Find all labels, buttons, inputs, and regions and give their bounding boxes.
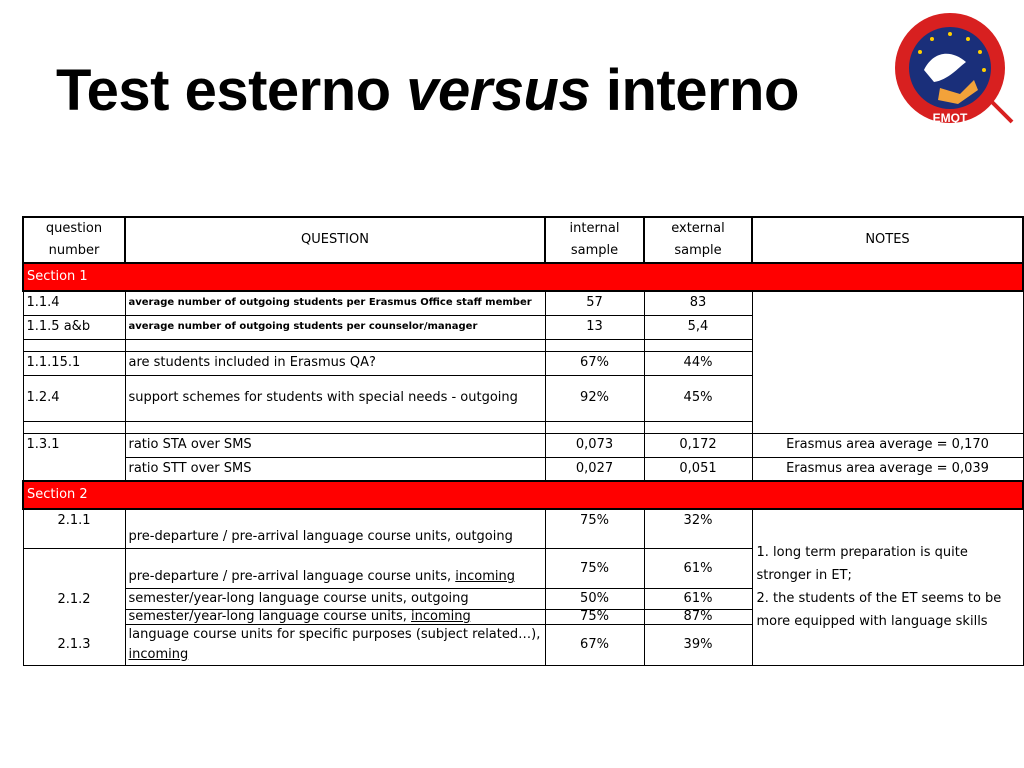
row-external: 32% [644, 509, 752, 549]
header-internal-sample: internal sample [545, 217, 644, 263]
row-question: semester/year-long language course units, outgoing [125, 589, 545, 610]
row-number: 1.1.4 [23, 291, 125, 315]
row-internal: 75% [545, 509, 644, 549]
row-external: 61% [644, 549, 752, 589]
row-number: 1.3.1 [23, 433, 125, 481]
row-internal: 57 [545, 291, 644, 315]
row-internal: 75% [545, 549, 644, 589]
table-row [23, 509, 1023, 549]
title-part1: Test esterno [56, 58, 407, 123]
row-note: Erasmus area average = 0,039 [752, 457, 1023, 481]
row-question [125, 625, 545, 666]
table-row [23, 433, 1023, 457]
question-text: semester/year-long language course units, [128, 609, 412, 624]
row-number: 2.1.1 [23, 509, 125, 549]
row-internal: 50% [545, 589, 644, 610]
row-number-empty [23, 549, 125, 589]
row-external: 45% [644, 375, 752, 421]
question-text: language course units for specific purposes (subject related…), [128, 627, 541, 642]
row-external: 39% [644, 625, 752, 666]
row-internal: 0,073 [545, 433, 644, 457]
row-number: 1.1.5 a&b [23, 315, 125, 339]
table-header-row [23, 217, 1023, 263]
row-number: 2.1.2 [23, 589, 125, 625]
row-question: support schemes for students with special needs - outgoing [125, 375, 545, 421]
logo-short: EMQT [932, 111, 968, 125]
row-internal: 75% [545, 610, 644, 625]
question-underlined: incoming [411, 609, 471, 624]
row-question [125, 549, 545, 589]
table-row [23, 457, 1023, 481]
question-underlined: incoming [128, 647, 189, 662]
section-1-label: Section 1 [23, 263, 1023, 291]
row-question: ratio STA over SMS [125, 433, 545, 457]
question-text: pre-departure / pre-arrival language course units, [128, 569, 456, 584]
header-question-number: question number [23, 217, 125, 263]
row-question: are students included in Erasmus QA? [125, 351, 545, 375]
question-underlined: incoming [455, 569, 515, 584]
header-notes: NOTES [752, 217, 1023, 263]
row-note-empty [752, 291, 1023, 433]
row-external: 5,4 [644, 315, 752, 339]
row-internal: 92% [545, 375, 644, 421]
row-internal: 13 [545, 315, 644, 339]
row-internal: 67% [545, 625, 644, 666]
emqt-logo [888, 10, 1016, 130]
row-number: 1.2.4 [23, 375, 125, 421]
row-question: average number of outgoing students per counselor/manager [125, 315, 545, 339]
row-external: 44% [644, 351, 752, 375]
title-versus: versus [406, 58, 591, 123]
row-external: 61% [644, 589, 752, 610]
row-internal: 0,027 [545, 457, 644, 481]
section-2-label: Section 2 [23, 481, 1023, 509]
header-question: QUESTION [125, 217, 545, 263]
row-question: ratio STT over SMS [125, 457, 545, 481]
section-2-row [23, 481, 1023, 509]
row-internal: 67% [545, 351, 644, 375]
row-question [125, 610, 545, 625]
comparison-table [22, 216, 1024, 666]
header-external-sample: external sample [644, 217, 752, 263]
row-external: 0,172 [644, 433, 752, 457]
row-number: 1.1.15.1 [23, 351, 125, 375]
title-part3: interno [590, 58, 799, 123]
table-row [23, 291, 1023, 315]
section-2-notes-text: 1. long term preparation is quite stronger in ET; 2. the students of the ET seems to be more equipped with language skills [756, 545, 1002, 630]
row-question: pre-departure / pre-arrival language course units, outgoing [125, 509, 545, 549]
row-external: 87% [644, 610, 752, 625]
section-2-notes [752, 509, 1023, 666]
row-external: 83 [644, 291, 752, 315]
row-note: Erasmus area average = 0,170 [752, 433, 1023, 457]
slide-title [56, 58, 799, 123]
row-number: 2.1.3 [23, 625, 125, 666]
row-external: 0,051 [644, 457, 752, 481]
row-question: average number of outgoing students per Erasmus Office staff member [125, 291, 545, 315]
section-1-row [23, 263, 1023, 291]
